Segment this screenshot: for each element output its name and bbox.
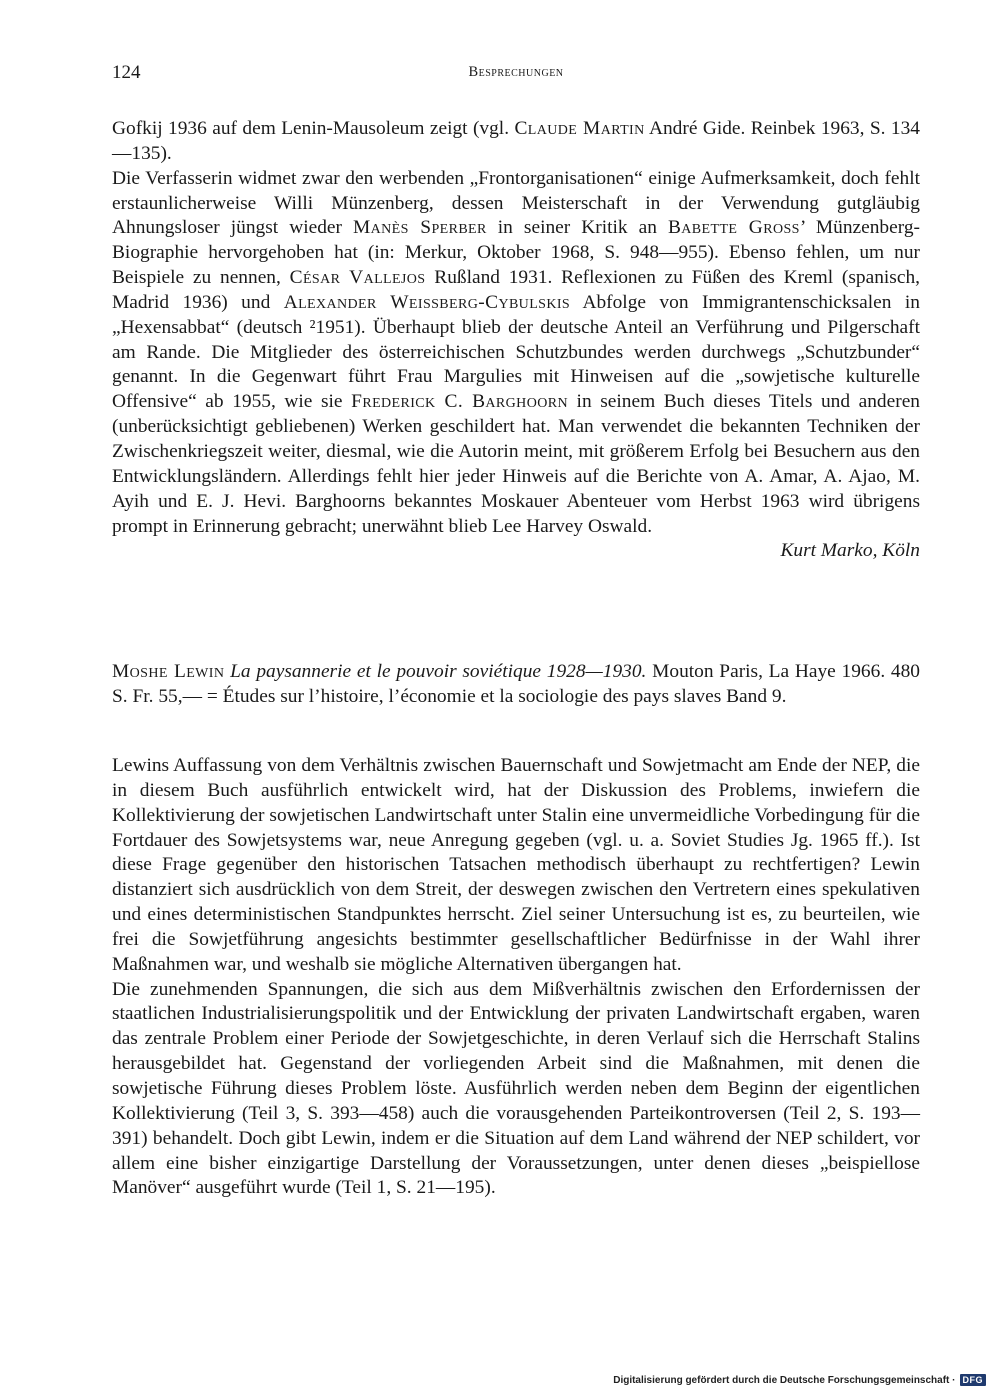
page-number: 124 bbox=[112, 62, 141, 83]
text-run: Rußland 1931. Reflexionen zu Füßen des Kreml (spanisch, Madrid 1936) und bbox=[112, 267, 921, 313]
author-name: Alexander Weissberg-Cybulskis bbox=[283, 291, 571, 313]
footer-text: Digitalisierung gefördert durch die Deutsche Forschungsgemeinschaft · bbox=[613, 1374, 956, 1386]
author-name: Babette Gross bbox=[667, 217, 800, 239]
book-title: La paysannerie et le pouvoir soviétique 1928—1930. bbox=[230, 661, 647, 682]
text-run: Gofkij 1936 auf dem Lenin-Mausoleum zeigt (vgl. bbox=[112, 118, 515, 139]
paragraph bbox=[112, 117, 920, 167]
author-name: Frederick C. Barghoorn bbox=[351, 391, 568, 413]
review-heading bbox=[112, 660, 920, 710]
paragraph: Die zunehmenden Spannungen, die sich aus dem Mißverhältnis zwischen den Erfordernissen der staatlichen Industrialisierungspolitik und der Entwicklung der privaten Landwirtschaft ergaben, waren das zentrale Problem einer Periode der Sowjetgeschichte, in deren Verlauf sich die Herrschaft Stalins herausgebildet hat. Gegenstand der vorliegenden Arbeit sind die Maßnahmen, mit denen die sowjetische Führung dieses Problem löste. Ausführlich werden neben dem Beginn der eigentlichen Kollektivierung (Teil 3, S. 393—458) auch die vorausgehenden Parteikontroversen (Teil 2, S. 193—391) behandelt. Doch gibt Lewin, indem er die Situation auf dem Land während der NEP schildert, vor allem eine bisher einzigartige Darstellung der Voraussetzungen, unter denen dieses „beispiellose Manöver“ ausgeführt wurde (Teil 1, S. 21—195). bbox=[112, 978, 920, 1199]
author-name: Manès Sperber bbox=[353, 217, 487, 239]
review-body bbox=[112, 754, 920, 1201]
book-author: Moshe Lewin bbox=[112, 661, 225, 682]
text-run: André Gide. Reinbek 1963, S. 134—135). bbox=[112, 118, 920, 164]
text-run: Die Verfasserin widmet zwar den werbenden „Frontorganisationen“ einige Aufmerksamkeit, doch fehlt erstaunlicherweise Willi Münzenberg, dessen Meisterschaft in der Verwendung gutgläubig Ahnungsloser jüngst wieder bbox=[112, 167, 920, 239]
text-run: ’ Münzenberg-Biographie hervorgehoben hat (in: Merkur, Oktober 1968, S. 948—955). Ebenso fehlen, um nur Beispiele zu nennen, bbox=[112, 217, 920, 289]
bibliographic-entry bbox=[112, 660, 920, 710]
page-header bbox=[112, 62, 920, 90]
previous-review-continuation bbox=[112, 117, 920, 564]
digitization-footer bbox=[613, 1374, 986, 1386]
author-name: Claude Martin bbox=[514, 118, 645, 139]
reviewer-signature: Kurt Marko, Köln bbox=[780, 540, 920, 562]
text-run: Abfolge von Immigrantenschicksalen in „Hexensabbat“ (deutsch ²1951). Überhaupt blieb der deutsche Anteil an Verführung und Pilgerschaft am Rande. Die Mitglieder des österreichischen Schutzbundes werden durchwegs „Schutzbunder“ genannt. In die Gegenwart führt Frau Margulies mit Hinweisen auf die „sowjetische kulturelle Offensive“ ab 1955, wie sie bbox=[112, 291, 920, 413]
text-run: in seinem Buch dieses Titels und anderen (unberücksichtigt gebliebenen) Werken geschildert hat. Man verwendet die bekannten Techniken der Zwischenkriegszeit weiter, diesmal, wie die Autorin meint, mit größerem Erfolg bei Besuchern aus den Entwicklungsländern. Allerdings fehlt hier jeder Hinweis auf die Berichte von A. Amar, A. Ajao, M. Ayih und E. J. Hevi. Barghoorns bekanntes Moskauer Abenteuer vom Herbst 1963 wird übrigens prompt in Erinnerung gebracht; unerwähnt blieb Lee Harvey Oswald. bbox=[112, 391, 920, 537]
paragraph bbox=[112, 167, 920, 540]
running-head: Besprechungen bbox=[468, 64, 564, 80]
author-name: César Vallejos bbox=[289, 267, 426, 289]
paragraph: Lewins Auffassung von dem Verhältnis zwischen Bauernschaft und Sowjetmacht am Ende der NEP, die in diesem Buch ausführlich entwickelt wird, hat der Diskussion des Problems, inwiefern die Kollektivierung der sowjetischen Landwirtschaft unter Stalin eine unvermeidliche Vorbedingung für die Fortdauer des Sowjetsystems war, neue Anregung gegeben (vgl. u. a. Soviet Studies Jg. 1965 ff.). Ist diese Frage gegenüber den historischen Tatsachen methodisch überhaupt zu rechtfertigen? Lewin distanziert sich ausdrücklich von dem Streit, der deswegen zwischen den Vertretern eines spekulativen und eines deterministischen Standpunktes herrscht. Ziel seiner Untersuchung ist es, zu beurteilen, wie frei die Sowjetführung angesichts bestimmter gesellschaftlicher Bedürfnisse in der Wahl ihrer Maßnahmen war, und weshalb sie mögliche Alternativen übergangen hat. bbox=[112, 755, 920, 975]
text-run: in seiner Kritik an bbox=[486, 217, 668, 239]
publication-details: Mouton Paris, La Haye 1966. 480 S. Fr. 55,— = Études sur l’histoire, l’économie et la sociologie des pays slaves Band 9. bbox=[112, 661, 920, 707]
dfg-logo-icon: DFG bbox=[960, 1374, 987, 1386]
